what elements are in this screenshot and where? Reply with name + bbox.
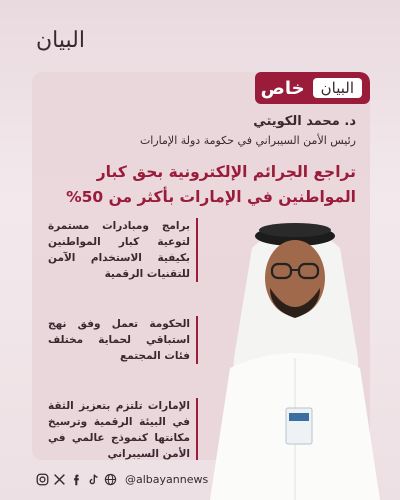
badge-label: خاص: [260, 77, 305, 99]
globe-icon[interactable]: [104, 473, 117, 486]
brand-logo: البيان: [36, 28, 85, 53]
exclusive-badge: [255, 72, 370, 104]
bullet-item: الإمارات تلتزم بتعزيز الثقة في البيئة الرقمية وترسيخ مكانتها كنموذج عالمي في الأمن السيبراني: [48, 398, 198, 460]
badge-logo: البيان: [313, 78, 362, 98]
x-icon[interactable]: [53, 473, 66, 486]
tiktok-icon[interactable]: [87, 473, 100, 486]
speaker-photo: [190, 208, 400, 500]
social-footer: [36, 473, 208, 486]
speaker-name: د. محمد الكويتي: [253, 114, 356, 129]
facebook-icon[interactable]: [70, 473, 83, 486]
speaker-role: رئيس الأمن السيبراني في حكومة دولة الإمارات: [139, 134, 356, 147]
headline: تراجع الجرائم الإلكترونية بحق كبار المواطنين في الإمارات بأكثر من 50%: [66, 163, 356, 206]
instagram-icon[interactable]: [36, 473, 49, 486]
bullet-item: الحكومة تعمل وفق نهج استباقي لحماية مختلف فئات المجتمع: [48, 316, 198, 364]
bullet-list: [48, 218, 198, 460]
bullet-item: برامج ومبادرات مستمرة لتوعية كبار المواطنين بكيفية الاستخدام الآمن للتقنيات الرقمية: [48, 218, 198, 282]
social-handle[interactable]: @albayannews: [125, 473, 209, 486]
